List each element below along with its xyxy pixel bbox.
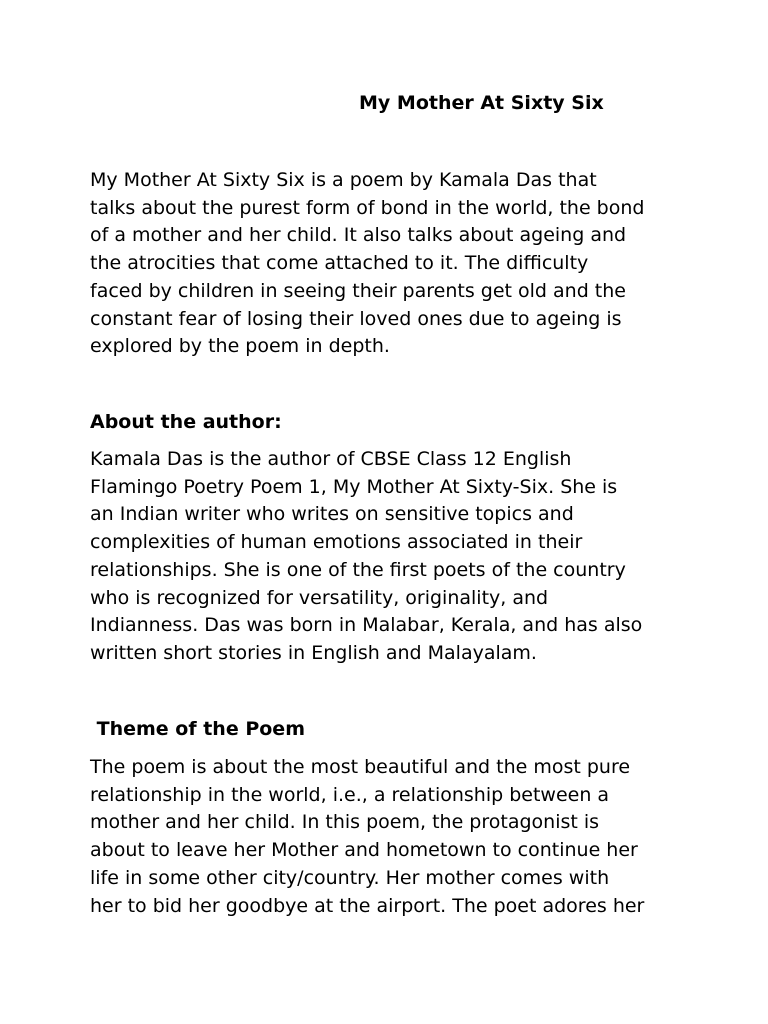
- paragraph-line: complexities of human emotions associated in their: [90, 531, 583, 554]
- paragraph-line: the atrocities that come attached to it. The difficulty: [90, 252, 589, 275]
- theme-paragraph: [90, 754, 690, 920]
- document-title: My Mother At Sixty Six: [359, 92, 604, 114]
- paragraph-line: Flamingo Poetry Poem 1, My Mother At Sixty-Six. She is: [90, 475, 618, 498]
- paragraph-line: constant fear of losing their loved ones due to ageing is: [90, 307, 622, 330]
- paragraph-line: Indianness. Das was born in Malabar, Kerala, and has also: [90, 614, 643, 637]
- paragraph-line: relationship in the world, i.e., a relationship between a: [90, 783, 610, 806]
- paragraph-line: talks about the purest form of bond in the world, the bond: [90, 196, 645, 219]
- paragraph-line: Kamala Das is the author of CBSE Class 12 English: [90, 448, 572, 470]
- paragraph-line: her to bid her goodbye at the airport. The poet adores her: [90, 894, 645, 917]
- paragraph-line: relationships. She is one of the first poets of the country: [90, 558, 626, 581]
- intro-paragraph: [90, 167, 690, 361]
- theme-section-heading: Theme of the Poem: [90, 718, 305, 740]
- paragraph-line: about to leave her Mother and hometown to continue her: [90, 839, 638, 862]
- author-paragraph: [90, 446, 690, 668]
- paragraph-line: explored by the poem in depth.: [90, 335, 390, 358]
- paragraph-line: of a mother and her child. It also talks about ageing and: [90, 224, 627, 247]
- paragraph-line: who is recognized for versatility, originality, and: [90, 586, 549, 609]
- paragraph-line: life in some other city/country. Her mother comes with: [90, 866, 610, 889]
- author-section-heading: About the author:: [90, 411, 282, 433]
- paragraph-line: an Indian writer who writes on sensitive topics and: [90, 503, 574, 526]
- paragraph-line: My Mother At Sixty Six is a poem by Kamala Das that: [90, 169, 597, 191]
- paragraph-line: faced by children in seeing their parents get old and the: [90, 279, 626, 302]
- paragraph-line: written short stories in English and Malayalam.: [90, 641, 537, 664]
- paragraph-line: The poem is about the most beautiful and the most pure: [90, 756, 631, 778]
- paragraph-line: mother and her child. In this poem, the protagonist is: [90, 811, 600, 834]
